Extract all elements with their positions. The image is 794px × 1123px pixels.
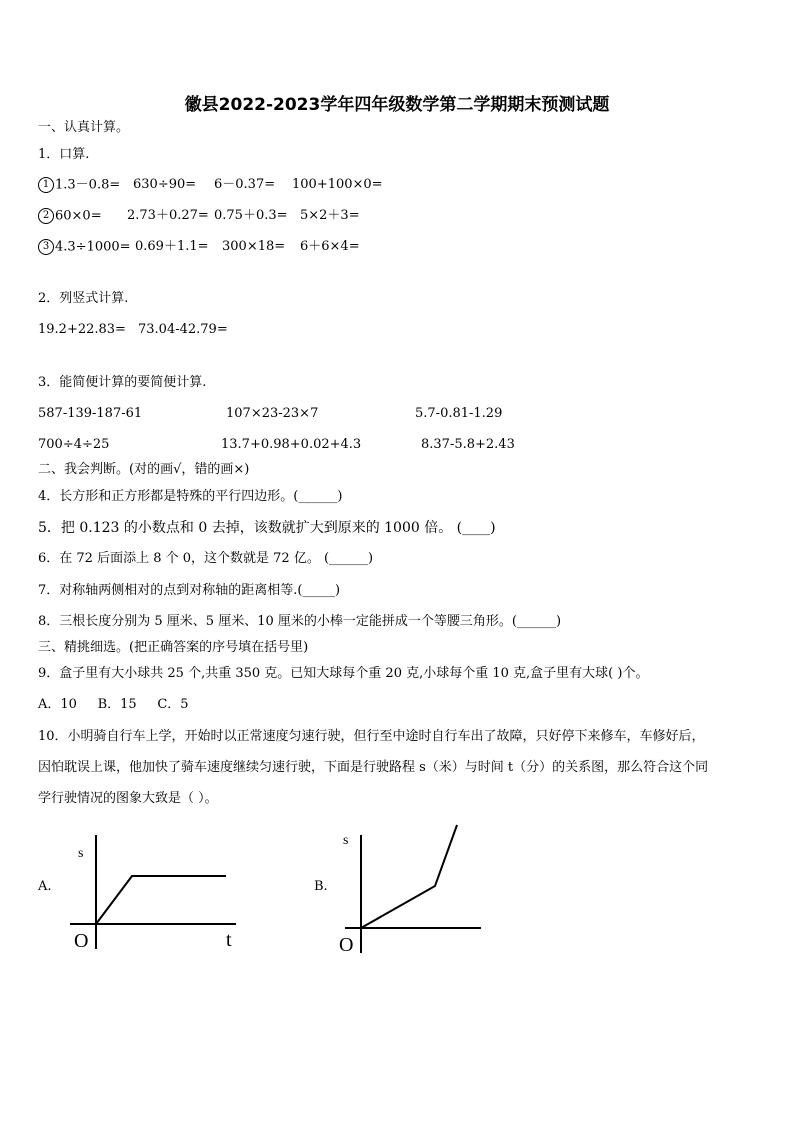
q1-item: 6＋6×4= <box>300 239 360 254</box>
question-9-options: A．10 B．15 C．5 <box>38 697 189 712</box>
q2-label: 2．列竖式计算. <box>38 291 129 306</box>
question-10-line-2: 因怕耽误上课，他加快了骑车速度继续匀速行驶，下面是行驶路程 s（米）与时间 t（分）的关系图，那么符合这个同 <box>38 760 709 775</box>
q3-item: 13.7+0.98+0.02+4.3 <box>221 437 362 452</box>
q2-item: 73.04-42.79= <box>138 322 228 337</box>
q3-item: 8.37-5.8+2.43 <box>421 437 515 452</box>
q1-item: 2.73＋0.27= <box>127 208 209 223</box>
graph-b-line <box>361 825 457 928</box>
section1-heading: 一、认真计算。 <box>38 120 130 135</box>
section3-heading: 三、精挑细选。(把正确答案的序号填在括号里) <box>38 640 309 655</box>
question-7: 7．对称轴两侧相对的点到对称轴的距离相等.(_____) <box>38 583 341 598</box>
q1-item: 630÷90= <box>133 177 197 192</box>
question-8: 8．三根长度分别为 5 厘米、5 厘米、10 厘米的小棒一定能拼成一个等腰三角形。(______) <box>38 614 562 629</box>
q2-item: 19.2+22.83= <box>38 322 126 337</box>
q1-item: 1.3－0.8= <box>55 177 121 193</box>
graph-b-y-label: s <box>343 833 349 848</box>
q1-item: 6－0.37= <box>214 177 276 192</box>
q1-item: 100+100×0= <box>292 177 383 192</box>
question-10-line-3: 学行驶情况的图象大致是（ ）。 <box>38 791 218 806</box>
graph-b-origin-label: O <box>339 934 354 956</box>
q3-item: 700÷4÷25 <box>38 437 110 452</box>
graph-a-option-label: A. <box>38 879 52 894</box>
graph-a-line <box>96 876 226 924</box>
q3-item: 107×23-23×7 <box>226 406 319 421</box>
question-5: 5．把 0.123 的小数点和 0 去掉，该数就扩大到原来的 1000 倍。 (____) <box>38 520 496 536</box>
q3-item: 5.7-0.81-1.29 <box>415 406 503 421</box>
q1-item: 0.69＋1.1= <box>135 239 209 254</box>
question-6: 6．在 72 后面添上 8 个 0，这个数就是 72 亿。 (______) <box>38 551 374 566</box>
graph-a-x-label: t <box>226 929 232 951</box>
graph-b-option-label: B. <box>314 879 328 894</box>
page-title: 徽县2022-2023学年四年级数学第二学期期末预测试题 <box>184 95 610 115</box>
graph-a <box>65 825 245 955</box>
circled-number-2: 2 <box>38 208 54 224</box>
graph-a-y-label: s <box>78 846 84 861</box>
q1-label: 1．口算. <box>38 147 90 162</box>
circled-number-1: 1 <box>38 177 54 193</box>
q3-label: 3．能简便计算的要简便计算. <box>38 375 207 390</box>
question-9: 9．盒子里有大小球共 25 个,共重 350 克。已知大球每个重 20 克,小球每个重 10 克,盒子里有大球( )个。 <box>38 666 649 681</box>
q1-item: 60×0= <box>55 208 102 224</box>
graph-a-origin-label: O <box>74 930 89 952</box>
question-10-line-1: 10．小明骑自行车上学，开始时以正常速度匀速行驶，但行至中途时自行车出了故障，只好停下来修车，车修好后， <box>38 729 705 744</box>
q1-item: 5×2＋3= <box>300 208 360 223</box>
question-4: 4．长方形和正方形都是特殊的平行四边形。(______) <box>38 489 343 504</box>
circled-number-3: 3 <box>38 239 54 255</box>
section2-heading: 二、我会判断。(对的画√，错的画×) <box>38 462 250 477</box>
q1-item: 0.75＋0.3= <box>214 208 288 223</box>
q1-item: 300×18= <box>222 239 286 254</box>
graph-b <box>335 825 515 960</box>
q1-item: 4.3÷1000= <box>55 239 131 255</box>
q3-item: 587-139-187-61 <box>38 406 143 421</box>
